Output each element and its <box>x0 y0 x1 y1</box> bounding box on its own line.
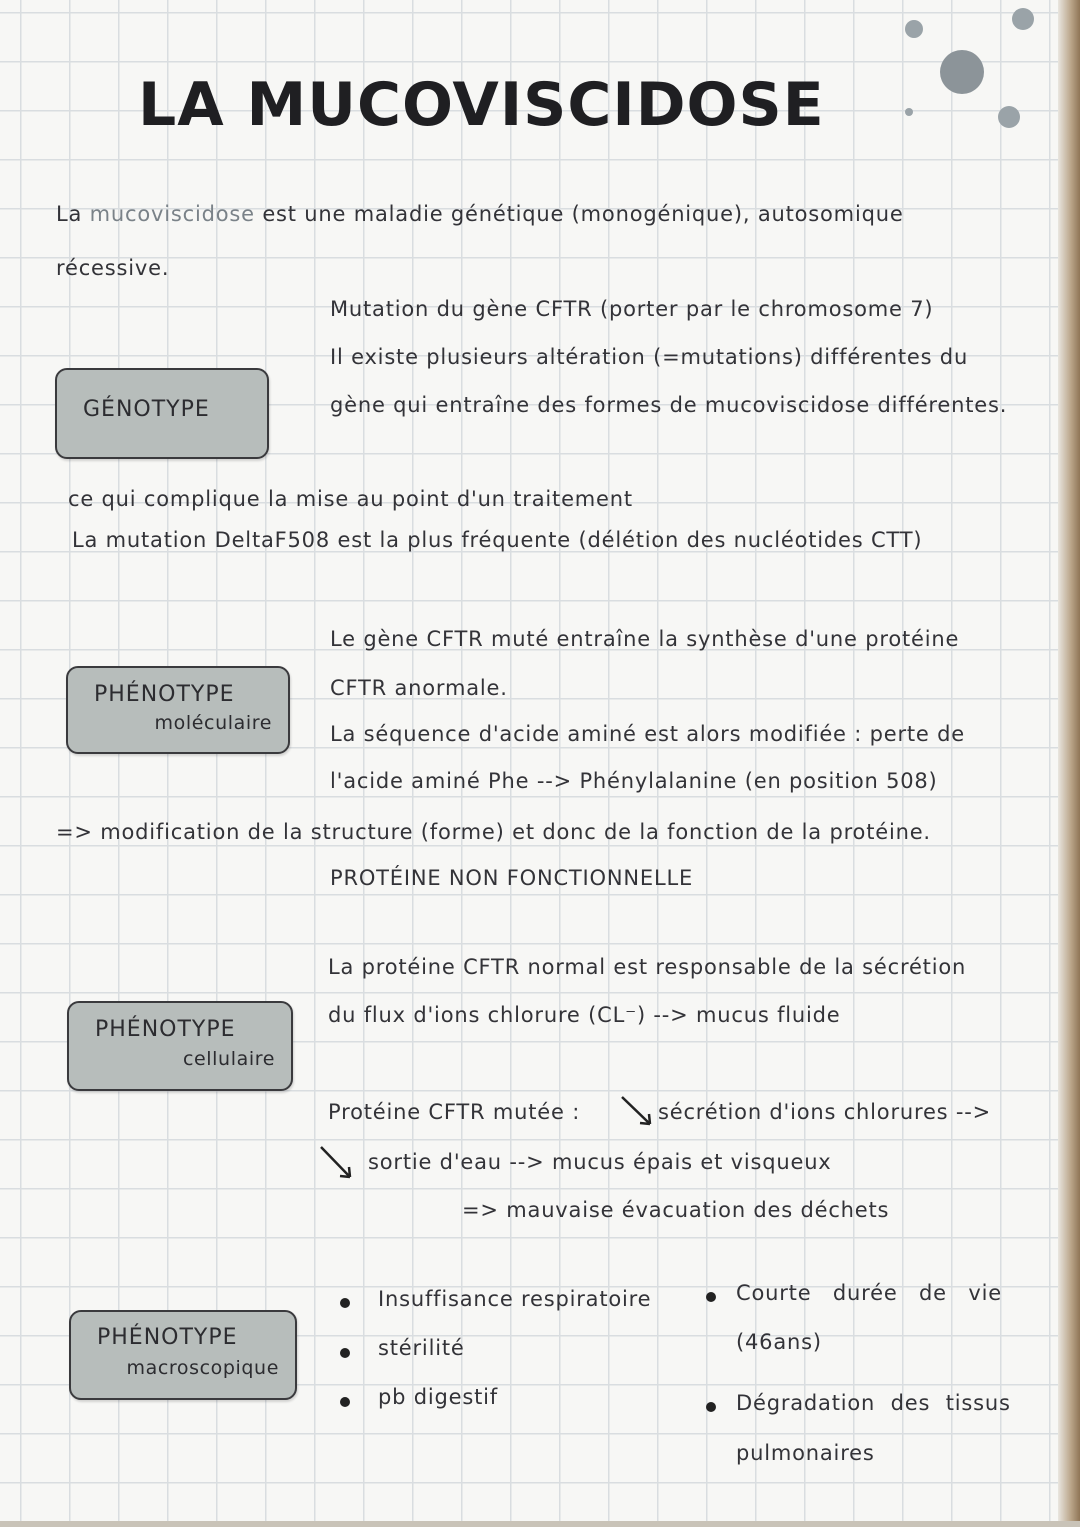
molecular-conclusion: => modification de la structure (forme) et donc de la fonction de la protéine. <box>56 820 931 844</box>
decrease-arrow-icon <box>318 1144 358 1184</box>
phenotype-macroscopic-label-box <box>69 1310 297 1400</box>
decorative-dot <box>940 50 984 94</box>
intro-line-2: récessive. <box>56 256 170 280</box>
intro-rest: est une maladie génétique (monogénique), autosomique <box>262 202 904 226</box>
phenotype-label: PHÉNOTYPE <box>97 1325 238 1350</box>
molecular-line: l'acide aminé Phe --> Phénylalanine (en position 508) <box>330 769 938 793</box>
phenotype-sublabel: cellulaire <box>182 1048 275 1070</box>
symptom-item: Insuffisance respiratoire <box>378 1287 652 1311</box>
phenotype-molecular-label-box <box>66 666 290 754</box>
bullet-icon <box>706 1402 716 1412</box>
bullet-icon <box>340 1348 350 1358</box>
phenotype-label: PHÉNOTYPE <box>95 1017 236 1042</box>
cellular-mutated-prefix: Protéine CFTR mutée : <box>328 1100 581 1124</box>
symptom-item-right: Dégradation des tissus <box>736 1391 1011 1415</box>
symptom-item: stérilité <box>378 1336 465 1360</box>
symptom-item-right-detail: (46ans) <box>736 1330 822 1354</box>
genotype-label: GÉNOTYPE <box>83 397 210 422</box>
phenotype-sublabel: moléculaire <box>154 712 272 734</box>
cellular-normal-line: du flux d'ions chlorure (CL⁻) --> mucus fluide <box>328 1003 841 1027</box>
symptom-item-right: Courte durée de vie <box>736 1281 1002 1305</box>
bullet-icon <box>706 1292 716 1302</box>
molecular-line: Le gène CFTR muté entraîne la synthèse d'une protéine <box>330 627 960 651</box>
molecular-line: La séquence d'acide aminé est alors modifiée : perte de <box>330 722 965 746</box>
decrease-arrow-icon <box>618 1094 658 1130</box>
cellular-mutated-line: sécrétion d'ions chlorures --> <box>658 1100 992 1124</box>
decorative-dot <box>998 106 1020 128</box>
intro-word: La <box>56 202 83 226</box>
phenotype-cellular-label-box <box>67 1001 293 1091</box>
decorative-dot <box>1012 8 1034 30</box>
bullet-icon <box>340 1397 350 1407</box>
genotype-line: gène qui entraîne des formes de mucoviscidose différentes. <box>330 393 1008 417</box>
genotype-after-line: La mutation DeltaF508 est la plus fréquente (délétion des nucléotides CTT) <box>72 528 923 552</box>
decorative-dot <box>905 20 923 38</box>
genotype-after-line: ce qui complique la mise au point d'un traitement <box>68 487 633 511</box>
cellular-mutated-line: => mauvaise évacuation des déchets <box>462 1198 890 1222</box>
molecular-line: CFTR anormale. <box>330 676 508 700</box>
page-title: LA MUCOVISCIDOSE <box>138 70 825 140</box>
decorative-dot <box>905 108 913 116</box>
symptom-item-right-detail: pulmonaires <box>736 1441 875 1465</box>
phenotype-sublabel: macroscopique <box>126 1357 279 1379</box>
molecular-result: PROTÉINE NON FONCTIONNELLE <box>330 866 694 890</box>
notebook-bottom-edge <box>0 1521 1080 1527</box>
intro-highlight: mucoviscidose <box>89 202 255 226</box>
notebook-page-edge <box>1058 0 1080 1527</box>
bullet-icon <box>340 1298 350 1308</box>
intro-line-1 <box>56 202 904 226</box>
genotype-label-box <box>55 368 269 459</box>
cellular-normal-line: La protéine CFTR normal est responsable de la sécrétion <box>328 955 967 979</box>
cellular-mutated-line: sortie d'eau --> mucus épais et visqueux <box>368 1150 832 1174</box>
symptom-item: pb digestif <box>378 1385 498 1409</box>
genotype-line: Il existe plusieurs altération (=mutations) différentes du <box>330 345 969 369</box>
genotype-line: Mutation du gène CFTR (porter par le chromosome 7) <box>330 297 934 321</box>
phenotype-label: PHÉNOTYPE <box>94 682 235 707</box>
